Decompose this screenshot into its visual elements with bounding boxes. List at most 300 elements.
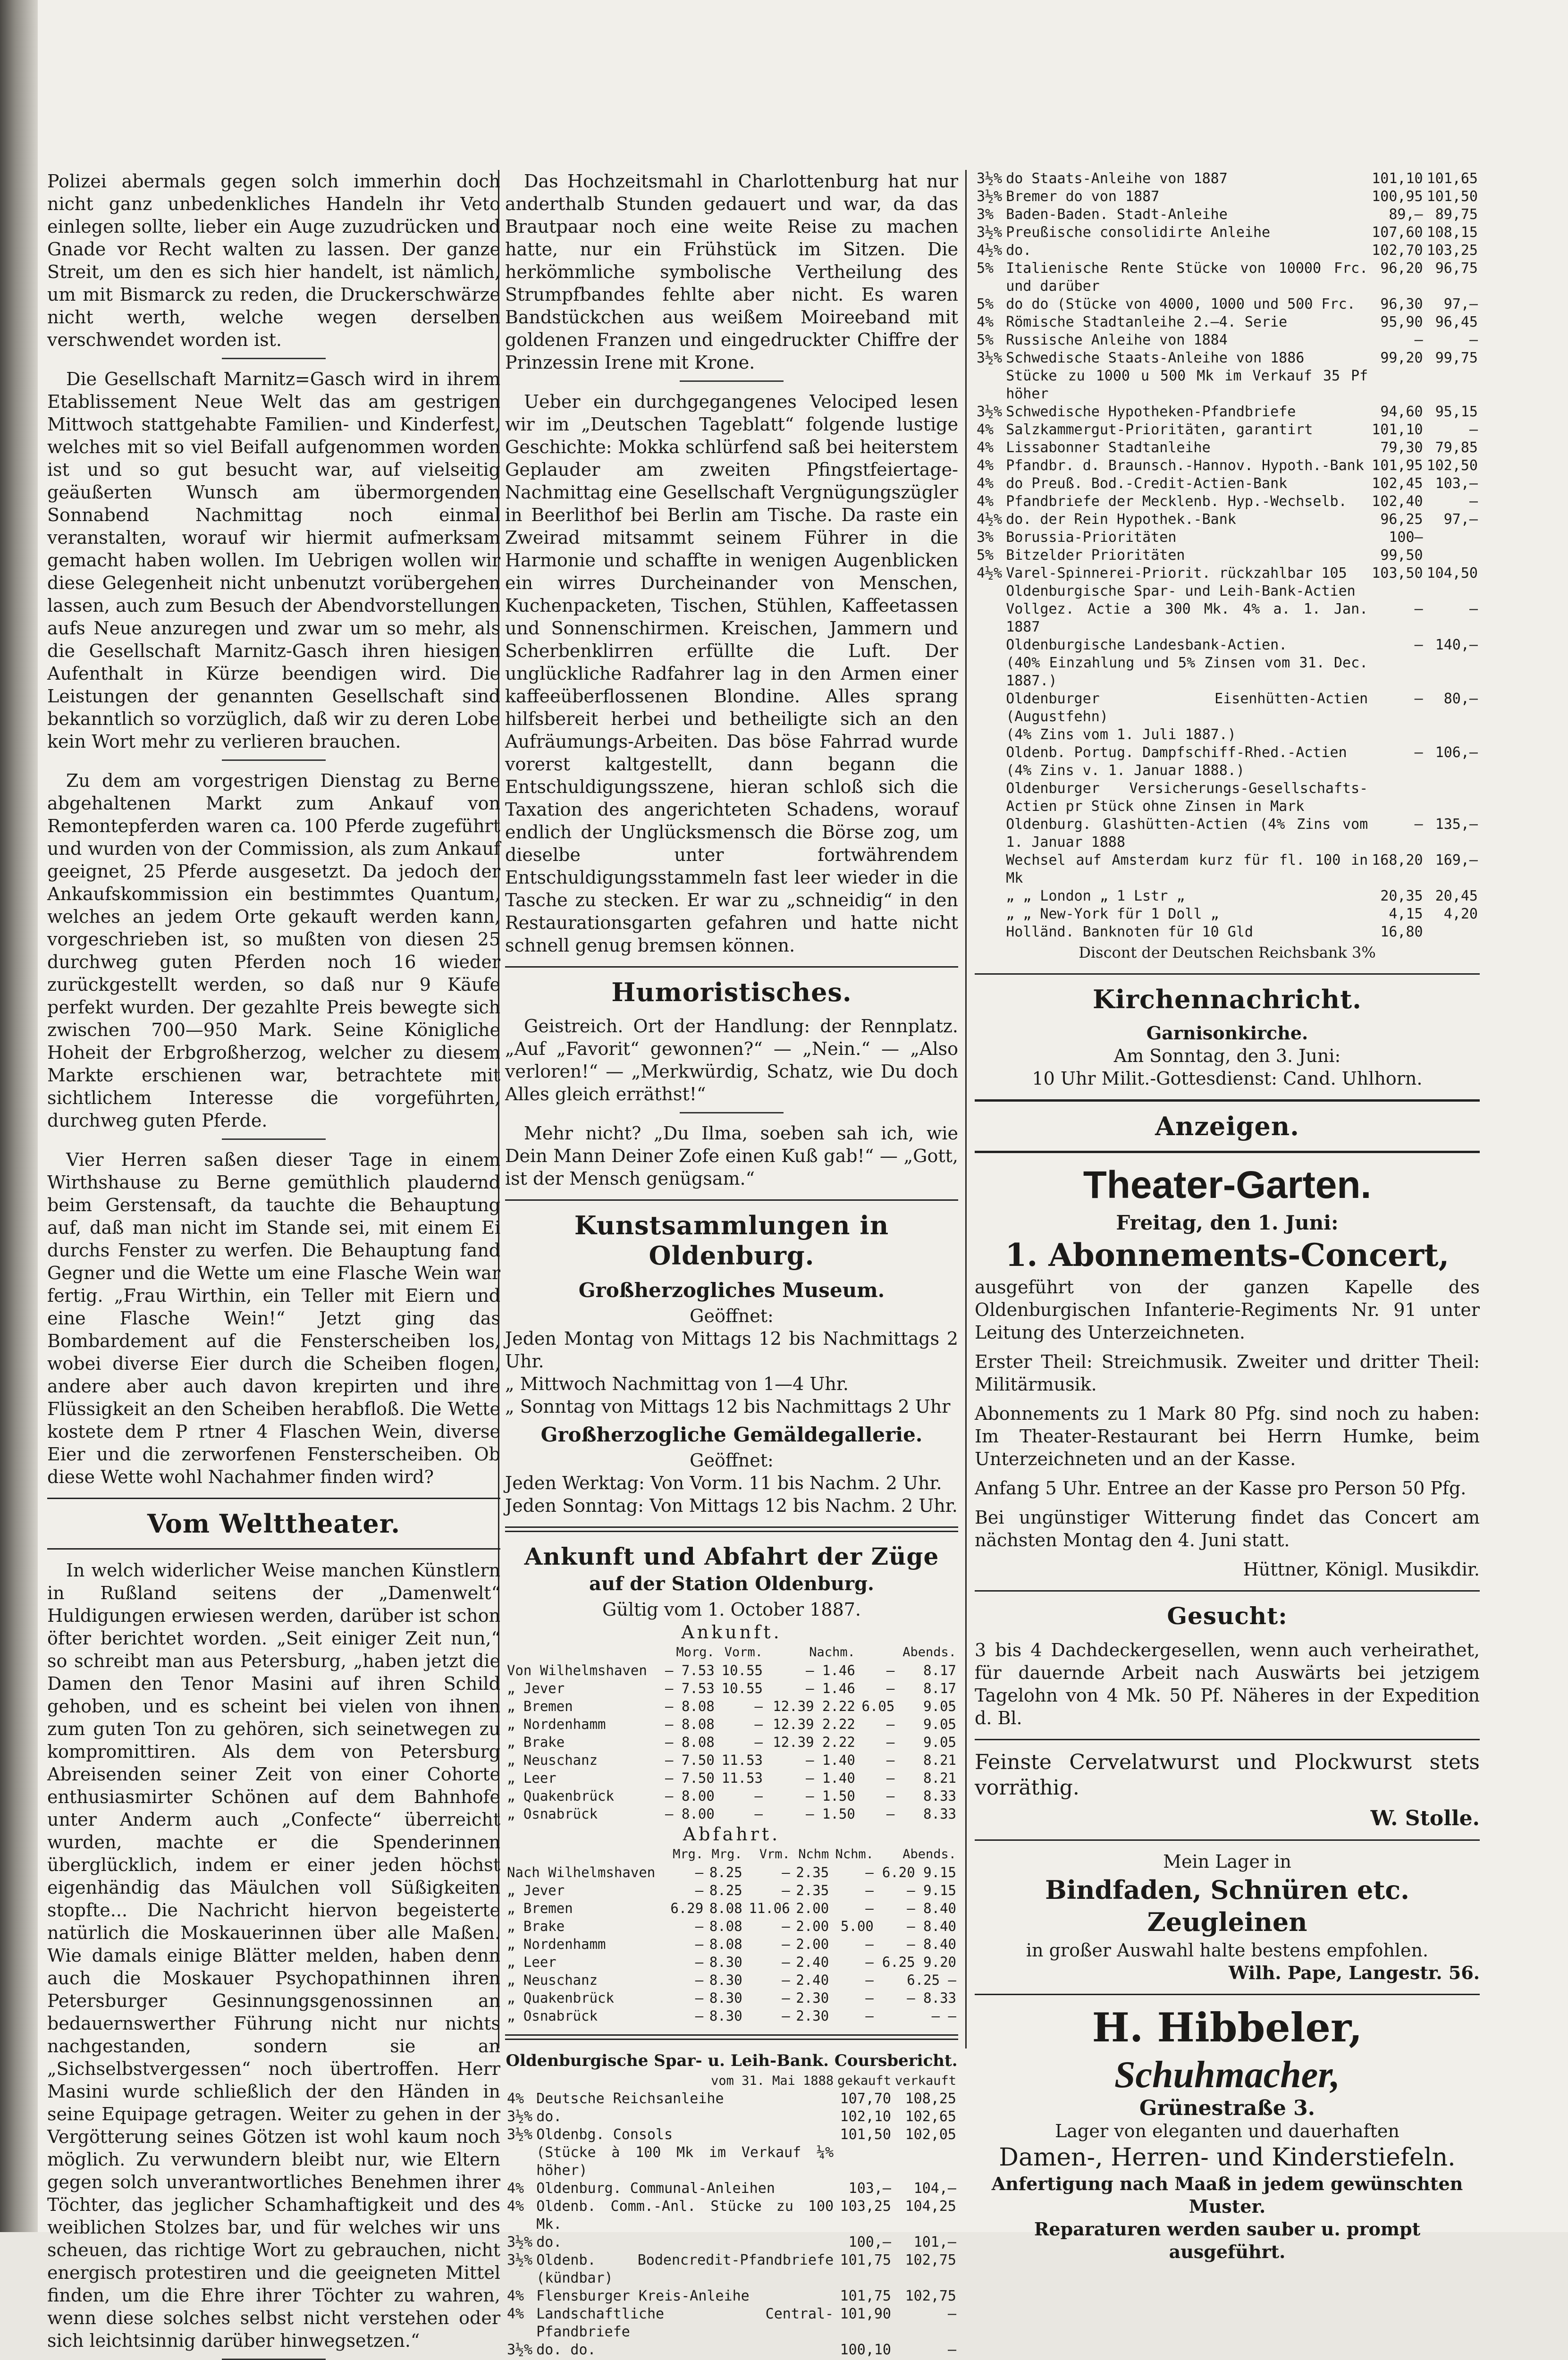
church-line: 10 Uhr Milit.-Gottesdienst: Cand. Uhlhorn. (1032, 1068, 1423, 1089)
table-cell: — (1414, 332, 1423, 348)
course-row (975, 654, 1480, 690)
table-cell: 2.35 (796, 1864, 829, 1880)
table-cell: 99,50 (1380, 547, 1423, 564)
hours-line: Jeden Werktag: Von Vorm. 11 bis Nachm. 2 Uhr. (505, 1473, 942, 1493)
table-cell: 8.30 (709, 2008, 742, 2024)
course-row (975, 421, 1480, 439)
table-cell: 6.25 9.20 (882, 1954, 956, 1970)
table-cell: 103,25 (1426, 242, 1478, 259)
table-cell: — (1414, 744, 1423, 761)
ad-text: Abonnements zu 1 Mark 80 Pfg. sind noch zu haben: Im Theater-Restaurant bei Herrn Humke, beim Unterzeichneten und an der Kasse. (975, 1403, 1480, 1469)
table-cell: 5% (977, 547, 994, 564)
table-cell: 101,75 (840, 2252, 891, 2268)
table-cell: „ Quakenbrück (507, 1788, 614, 1804)
table-cell: — (886, 1734, 895, 1750)
table-cell (1370, 582, 1425, 600)
table-cell: Lissabonner Stadtanleihe (1006, 439, 1211, 456)
table-cell: Baden-Baden. Stadt-Anleihe (1006, 206, 1228, 223)
table-cell: 104,50 (1426, 565, 1478, 582)
course-row (975, 331, 1480, 349)
table-header-cell: Vrm. (759, 1847, 790, 1862)
table-cell: — (886, 1662, 895, 1678)
table-cell: 100,— (848, 2234, 891, 2250)
table-cell (975, 762, 1004, 780)
table-cell: — 7.50 (665, 1770, 715, 1786)
divider (975, 1151, 1480, 1153)
table-cell: 4½% (977, 565, 1003, 582)
table-cell: (Stücke à 100 Mk im Verkauf ¼% höher) (536, 2144, 834, 2179)
ad-text: Mein Lager in (1163, 1851, 1291, 1872)
table-cell (1370, 367, 1425, 403)
course-row (975, 295, 1480, 313)
table-cell: Wechsel auf Amsterdam kurz für fl. 100 in Mk (1006, 852, 1368, 886)
table-cell: 101,50 (840, 2126, 891, 2143)
table-cell: — (865, 1936, 874, 1952)
table-cell: — (865, 1972, 874, 1988)
ad-text: in großer Auswahl halte bestens empfohlen. (1026, 1940, 1429, 1961)
course-row (975, 260, 1480, 295)
course-row (505, 2198, 958, 2234)
table-cell: 101,95 (1372, 457, 1423, 474)
table-cell (1425, 780, 1480, 816)
table-cell: — 8.00 (665, 1788, 715, 1804)
ad-text: Reparaturen werden sauber u. prompt ausgeführt. (1034, 2218, 1421, 2262)
table-cell: 8.25 (709, 1864, 742, 1880)
column-3 (975, 170, 1480, 2262)
table-cell: 4% (977, 439, 994, 456)
table-cell: — 7.53 (665, 1662, 715, 1678)
discount-line: Discont der Deutschen Reichsbank 3% (1079, 944, 1376, 961)
table-header-cell: Morg. (676, 1645, 715, 1660)
table-cell: — (1414, 816, 1423, 833)
table-cell: Landschaftliche Central-Pfandbriefe (536, 2306, 834, 2340)
table-cell: „ Bremen (507, 1900, 573, 1916)
table-cell: 97,— (1443, 511, 1478, 528)
table-cell: „ Jever (507, 1882, 565, 1898)
table-cell: 96,25 (1380, 511, 1423, 528)
table-cell: — (865, 1900, 874, 1916)
table-cell: — 8.40 (907, 1918, 956, 1934)
table-cell: — (695, 1954, 704, 1970)
divider (505, 2034, 958, 2040)
table-cell: „ Neuschanz (507, 1752, 598, 1768)
course-row (975, 475, 1480, 493)
table-cell: — (782, 1864, 790, 1880)
ad-wurst (975, 1750, 1480, 1830)
table-cell: — (1414, 691, 1423, 707)
table-cell: 101,75 (840, 2288, 891, 2304)
table-cell: Oldenburger Versicherungs-Gesellschafts-Actien pr Stück ohne Zinsen in Mark (1006, 780, 1368, 815)
ad-text: Feinste Cervelatwurst und Plockwurst stets vorräthig. (975, 1750, 1480, 1800)
table-cell (893, 2144, 958, 2180)
divider (505, 1199, 958, 1201)
museum-title: Großherzogliches Museum. (578, 1279, 885, 1302)
table-cell: Vollgez. Actie a 300 Mk. 4% a. 1. Jan. 1887 (1006, 601, 1368, 635)
column-2 (505, 170, 958, 2358)
table-cell: 4% (507, 2306, 524, 2322)
ad-text: Anfang 5 Uhr. Entree an der Kasse pro Person 50 Pfg. (975, 1478, 1467, 1499)
table-cell: 107,60 (1372, 224, 1423, 241)
bank-heading: Oldenburgische Spar- u. Leih-Bank. Coursbericht. (506, 2051, 958, 2070)
table-cell: 4% (507, 2198, 524, 2215)
table-cell: 106,— (1435, 744, 1478, 761)
table-cell: Salzkammergut-Prioritäten, garantirt (1006, 421, 1313, 438)
table-cell: Oldenb. Portug. Dampfschiff-Rhed.-Actien (1006, 744, 1347, 761)
table-cell: „ Brake (507, 1918, 565, 1934)
train-row (505, 1697, 958, 1715)
table-cell: — (782, 1972, 790, 1988)
train-row (505, 1935, 958, 1953)
table-cell: 6.29 (670, 1900, 704, 1916)
table-cell (975, 636, 1004, 654)
table-cell: 95,15 (1435, 404, 1478, 420)
table-cell: 4% (507, 2180, 524, 2197)
table-cell: — 1.50 (806, 1788, 855, 1804)
table-cell: 8.33 (923, 1788, 956, 1804)
table-cell: 2.00 (796, 1936, 829, 1952)
table-cell: — (754, 1716, 763, 1732)
table-cell: Holländ. Banknoten für 10 Gld (1006, 924, 1253, 940)
table-cell: do Preuß. Bod.-Credit-Actien-Bank (1006, 475, 1288, 492)
table-cell: — 1.40 (806, 1770, 855, 1786)
course-row (975, 511, 1480, 529)
ad-hibbeler (975, 2005, 1480, 2263)
table-cell: — (886, 1806, 895, 1822)
table-cell: 102,75 (905, 2252, 956, 2268)
table-cell: „ Nordenhamm (507, 1716, 606, 1732)
table-cell: 6.20 9.15 (882, 1864, 956, 1880)
table-cell: 2.30 (796, 2008, 829, 2024)
course-row (975, 493, 1480, 511)
table-header-cell: Nachm. (809, 1645, 855, 1660)
ad-signature: W. Stolle. (1370, 1806, 1480, 1830)
table-header-cell: Abends. (902, 1847, 956, 1862)
course-row (975, 188, 1480, 206)
table-cell: 102,40 (1372, 493, 1423, 510)
table-header-cell: Nchm (798, 1847, 829, 1862)
course-row (975, 349, 1480, 367)
table-cell (975, 582, 1004, 600)
course-row (975, 744, 1480, 762)
table-cell: 10.55 (721, 1680, 763, 1696)
table-cell: 5% (977, 260, 994, 277)
museum-hours (505, 1327, 958, 1418)
divider (505, 966, 958, 968)
table-cell: „ Neuschanz (507, 1972, 598, 1988)
course-row (975, 529, 1480, 547)
table-cell: Borussia-Prioritäten (1006, 529, 1177, 546)
table-cell: 104,25 (905, 2198, 956, 2215)
ad-pape (975, 1850, 1480, 1984)
course-row (975, 313, 1480, 331)
course-row (975, 690, 1480, 726)
table-cell: 11.06 (749, 1900, 790, 1916)
table-cell: 8.17 (923, 1680, 956, 1696)
table-cell: Stücke zu 1000 u 500 Mk im Verkauf 35 Pf höher (1006, 368, 1368, 402)
table-cell (835, 2144, 893, 2180)
divider (975, 1839, 1480, 1841)
table-cell (1425, 923, 1480, 941)
column-rule (965, 170, 967, 2048)
table-cell: do. (1006, 242, 1032, 259)
ad-text: ausgeführt von der ganzen Kapelle des Oldenburgischen Infanterie-Regiments Nr. 91 unter Leitung des Unterzeichneten. (975, 1277, 1480, 1343)
table-cell: 102,70 (1372, 242, 1423, 259)
train-row (505, 1715, 958, 1733)
ad-text: Bei ungünstiger Witterung findet das Concert am nächsten Montag den 4. Juni statt. (975, 1507, 1480, 1551)
table-cell: — (886, 1770, 895, 1786)
table-cell: — (886, 1680, 895, 1696)
table-cell: 4% (977, 475, 994, 492)
table-cell (1425, 367, 1480, 403)
course-row (505, 2108, 958, 2126)
table-cell: 5% (977, 332, 994, 348)
table-header-cell (505, 1644, 659, 1661)
table-cell: 6.25 — (907, 1972, 956, 1988)
table-cell: 96,75 (1435, 260, 1478, 277)
table-cell: Russische Anleihe von 1884 (1006, 332, 1228, 348)
table-cell: (40% Einzahlung und 5% Zinsen vom 31. Dec. 1887.) (1006, 655, 1368, 689)
bank-course-table (505, 2072, 958, 2360)
article-paragraph: Ueber ein durchgegangenes Velociped lesen wir im „Deutschen Tageblatt“ folgende lustige Geschichte: Mokka schlürfend saß bei heiterstem Geplauder am zweiten Pfingstfeiertage-Nachmittag eine Gesellschaft Vergnügungszügler in Beerlithof bei Berlin am Tische. Da raste ein Zweirad mitsammt seinem Führer in die Harmonie und schaffte in wenigen Augenblicken ein wirres Durcheinander von Menschen, Kuchenpacketen, Tischen, Stühlen, Kaffeetassen und Sonnenschirmen. Kreischen, Jammern und Scherbenklirren erfüllte die Luft. Der unglückliche Radfahrer lag in den Armen einer kaffeeüberflossenen Blondine. Alles sprang hilfsbereit herbei und betheiligte sich an den Aufräumungs-Arbeiten. Das böse Fahrrad wurde vorerst kaltgestellt, dann begann die Entschuldigungsszene, hieran schloß sich die Taxation des angerichteten Schadens, worauf endlich der Unglücksmensch die Börse zog, um dieselbe unter fortwährendem Entschuldigungsstammeln fast leer wieder in die Tasche zu stecken. Er war zu „schneidig“ in den Restaurationsgarten gefahren und hatte nicht schnell genug bremsen können. (505, 391, 958, 956)
train-row (505, 1917, 958, 1935)
table-cell: — (754, 1698, 763, 1714)
table-cell: — (1469, 332, 1478, 348)
table-cell: — (782, 1936, 790, 1952)
separator (222, 1138, 326, 1140)
table-cell (975, 887, 1004, 905)
table-cell: — (886, 1788, 895, 1804)
ad-signature: Hüttner, Königl. Musikdir. (1243, 1559, 1480, 1580)
course-row (505, 2180, 958, 2198)
course-row (975, 780, 1480, 816)
gallery-hours (505, 1472, 958, 1517)
table-cell: — (865, 1990, 874, 2006)
train-subheading: auf der Station Oldenburg. (589, 1573, 874, 1595)
table-cell: — — (931, 2008, 956, 2024)
train-heading: Ankunft und Abfahrt der Züge (524, 1542, 939, 1570)
course-row (505, 2341, 958, 2359)
table-cell: 8.30 (709, 1954, 742, 1970)
ad-text: Anfertigung nach Maaß in jedem gewünschten Muster. (991, 2173, 1463, 2217)
divider (975, 973, 1480, 975)
table-cell: — (886, 1752, 895, 1768)
table-cell (1370, 726, 1425, 744)
course-row (975, 726, 1480, 744)
table-cell (1370, 762, 1425, 780)
table-cell: — 8.40 (907, 1936, 956, 1952)
table-cell (1425, 582, 1480, 600)
train-row (505, 1989, 958, 2007)
course-row (975, 547, 1480, 565)
table-cell: 3½% (507, 2126, 533, 2143)
table-cell: 12.39 2.22 (773, 1698, 855, 1714)
table-cell: 4,15 (1389, 906, 1423, 922)
course-row (505, 2126, 958, 2144)
table-cell: Oldenburg. Communal-Anleihen (536, 2180, 775, 2197)
table-cell: do. (536, 2234, 562, 2250)
table-header-cell: Nchm. (835, 1847, 874, 1862)
table-cell: 135,— (1435, 816, 1478, 833)
table-cell: Oldenburgische Landesbank-Actien. (1006, 637, 1288, 653)
table-cell: — (754, 1806, 763, 1822)
divider (975, 1994, 1480, 1995)
separator (222, 358, 326, 359)
table-cell: 4% (977, 314, 994, 330)
table-cell: — 1.40 (806, 1752, 855, 1768)
course-row (505, 2234, 958, 2251)
table-cell: 3½% (507, 2342, 533, 2358)
section-heading: Vom Welttheater. (147, 1509, 401, 1539)
table-cell: 100,10 (840, 2342, 891, 2358)
train-row (505, 1769, 958, 1787)
table-cell: Preußische consolidirte Anleihe (1006, 224, 1271, 241)
separator (680, 380, 784, 382)
table-cell: — (1469, 493, 1478, 510)
table-cell: Von Wilhelmshaven (507, 1662, 647, 1678)
table-cell: — 8.00 (665, 1806, 715, 1822)
ad-text: Lager von eleganten und dauerhaften (1055, 2121, 1399, 2141)
table-cell: 96,20 (1380, 260, 1423, 277)
table-cell: Schwedische Staats-Anleihe von 1886 (1006, 350, 1305, 366)
table-cell: — 8.40 (907, 1900, 956, 1916)
train-row (505, 1805, 958, 1823)
table-cell: 3% (977, 206, 994, 223)
ad-pape-goods2: Zeugleinen (1147, 1907, 1307, 1937)
hours-line: Jeden Montag von Mittags 12 bis Nachmittags 2 Uhr. (505, 1328, 958, 1372)
table-cell: 12.39 2.22 (773, 1716, 855, 1732)
table-cell: do Staats-Anleihe von 1887 (1006, 170, 1228, 187)
table-cell: Varel-Spinnerei-Priorit. rückzahlbar 105 (1006, 565, 1347, 582)
table-cell: 3% (977, 529, 994, 546)
gallery-title: Großherzogliche Gemäldegallerie. (540, 1423, 923, 1446)
table-cell: 96,45 (1435, 314, 1478, 330)
table-cell (975, 726, 1004, 744)
table-cell: 4,20 (1443, 906, 1478, 922)
table-cell: 10.55 (721, 1662, 763, 1678)
table-cell (1370, 654, 1425, 690)
table-cell (1425, 726, 1480, 744)
separator (222, 759, 326, 761)
table-cell: „ „ New-York für 1 Doll „ (1006, 906, 1219, 922)
table-cell: 96,30 (1380, 296, 1423, 312)
section-heading: Humoristisches. (611, 977, 852, 1007)
table-cell: 79,30 (1380, 439, 1423, 456)
table-cell: — 7.50 (665, 1752, 715, 1768)
train-row (505, 1863, 958, 1881)
ad-signature: Wilh. Pape, Langestr. 56. (1228, 1962, 1480, 1983)
table-cell: do. der Rein Hypothek.-Bank (1006, 511, 1236, 528)
table-cell: 101,— (913, 2234, 956, 2250)
table-cell: 97,— (1443, 296, 1478, 312)
course-row (975, 582, 1480, 600)
table-cell: — (695, 1864, 704, 1880)
table-cell (975, 744, 1004, 762)
table-cell: — (1414, 601, 1423, 617)
table-cell: 16,80 (1380, 924, 1423, 940)
table-cell: 5% (977, 296, 994, 312)
table-cell: — (695, 1990, 704, 2006)
table-cell: 8.30 (709, 1990, 742, 2006)
table-cell (975, 816, 1004, 851)
table-cell (1370, 780, 1425, 816)
table-cell: Römische Stadtanleihe 2.—4. Serie (1006, 314, 1288, 330)
table-cell: — (947, 2306, 956, 2322)
table-cell: — (754, 1734, 763, 1750)
table-cell: 8.08 (709, 1918, 742, 1934)
table-cell: Oldenburg. Glashütten-Actien (4% Zins vom 1. Januar 1888 (1006, 816, 1368, 851)
article-paragraph: Polizei abermals gegen solch immerhin doch nicht ganz unbedenkliches Handeln ihr Veto einlegen sollte, lieber ein Auge zuzudrücken und Gnade vor Recht walten zu lassen. Der ganze Streit, um den es sich hier handelt, ist nämlich, um mit Bismarck zu reden, die Druckerschwärze nicht werth, welche wegen derselben verschwendet worden ist. (47, 171, 500, 350)
table-header-cell: Abends. (902, 1645, 956, 1660)
table-cell: Pfandbr. d. Braunsch.-Hannov. Hypoth.-Bank (1006, 457, 1364, 474)
train-row (505, 1899, 958, 1917)
table-cell: 104,— (913, 2180, 956, 2197)
table-cell: — (1414, 637, 1423, 653)
table-cell: — (695, 1882, 704, 1898)
table-cell: 8.30 (709, 1972, 742, 1988)
course-row (975, 367, 1480, 403)
ad-theater (975, 1163, 1480, 1581)
course-row (505, 2287, 958, 2305)
hours-line: „ Sonntag von Mittags 12 bis Nachmittags 2 Uhr (505, 1396, 951, 1417)
table-cell: 168,20 (1372, 852, 1423, 868)
table-cell (975, 367, 1004, 403)
table-cell: „ Leer (507, 1954, 556, 1970)
table-cell: 107,70 (840, 2090, 891, 2107)
table-cell (1425, 547, 1480, 565)
table-cell: Italienische Rente Stücke von 10000 Frc. und darüber (1006, 260, 1368, 295)
table-cell: 4½% (977, 511, 1003, 528)
ad-text: 3 bis 4 Dachdeckergesellen, wenn auch verheirathet, für dauernde Arbeit nach Auswärts bei jetzigem Tagelohn von 4 Mk. 50 Pf. Näheres in der Expedition d. Bl. (975, 1640, 1480, 1728)
table-cell: — (865, 1864, 874, 1880)
table-cell: 4% (977, 493, 994, 510)
table-cell: 8.21 (923, 1752, 956, 1768)
article-paragraph: Zu dem am vorgestrigen Dienstag zu Berne abgehaltenen Markt zum Ankauf von Remontepferden waren ca. 100 Pferde zugeführt und wurden von der Commission, als zum Ankauf geeignet, 25 Pferde ausgesetzt. Da jedoch der Ankaufskommission ein bestimmtes Quantum, welches an jedem Orte gekauft werden kann, vorgeschrieben ist, so mußten von diesen 25 durchweg guten Pferden noch 16 wieder zurückgestellt werden, so daß nur 9 Käufe perfekt wurden. Der gezahlte Preis bewegte sich zwischen 700—950 Mark. Seine Königliche Hoheit der Erbgroßherzog, welcher zu diesem Markte erschienen war, betrachtete mit sichtlichem Interesse die vorgeführten, durchweg guten Pferde. (47, 770, 500, 1131)
table-cell (975, 654, 1004, 690)
article-paragraph: Das Hochzeitsmahl in Charlottenburg hat nur anderthalb Stunden gedauert und war, da das Brautpaar noch eine weite Reise zu machen hatte, nur ein Frühstück im Sitzen. Die herkömmliche symbolische Vertheilung des Strumpfbandes fehlte aber nicht. Es waren Bandstückchen aus weißem Moireeband mit goldenen Franzen und eingedruckter Chiffre der Prinzessin Irene mit Krone. (505, 171, 958, 373)
table-cell (975, 923, 1004, 941)
table-cell: „ Quakenbrück (507, 1990, 614, 2006)
table-cell: Flensburger Kreis-Anleihe (536, 2288, 750, 2304)
table-header-cell: Mrg. (673, 1847, 704, 1862)
table-cell: 3½% (507, 2108, 533, 2125)
section-heading: Kirchennachricht. (1093, 984, 1362, 1014)
book-binding-edge (0, 0, 38, 2232)
course-row (975, 923, 1480, 941)
church-sub: Garnisonkirche. (1146, 1022, 1308, 1044)
separator (680, 1112, 784, 1113)
table-cell: 8.21 (923, 1770, 956, 1786)
table-header-cell: Vorm. (724, 1645, 763, 1660)
course-row (975, 457, 1480, 475)
hours-line: Jeden Sonntag: Von Mittags 12 bis Nachm. 2 Uhr. (505, 1495, 958, 1516)
table-cell: Oldenb. Bodencredit-Pfandbriefe (kündbar) (536, 2252, 834, 2286)
opening-label: Geöffnet: (690, 1306, 774, 1326)
table-cell: 102,05 (905, 2126, 956, 2143)
course-row (975, 439, 1480, 457)
table-cell (975, 600, 1004, 636)
arrival-label: Ankunft. (681, 1622, 782, 1643)
table-cell: „ Osnabrück (507, 2008, 598, 2024)
table-cell: 103,— (848, 2180, 891, 2197)
ad-gesucht (975, 1601, 1480, 1729)
course-row (975, 600, 1480, 636)
table-cell: 2.40 (796, 1954, 829, 1970)
table-cell: (4% Zins v. 1. Januar 1888.) (1006, 762, 1245, 779)
ad-gesucht-heading: Gesucht: (1167, 1602, 1288, 1630)
church-line: Am Sonntag, den 3. Juni: (1113, 1045, 1341, 1066)
table-cell: 4½% (977, 242, 1003, 259)
train-row (505, 1787, 958, 1805)
